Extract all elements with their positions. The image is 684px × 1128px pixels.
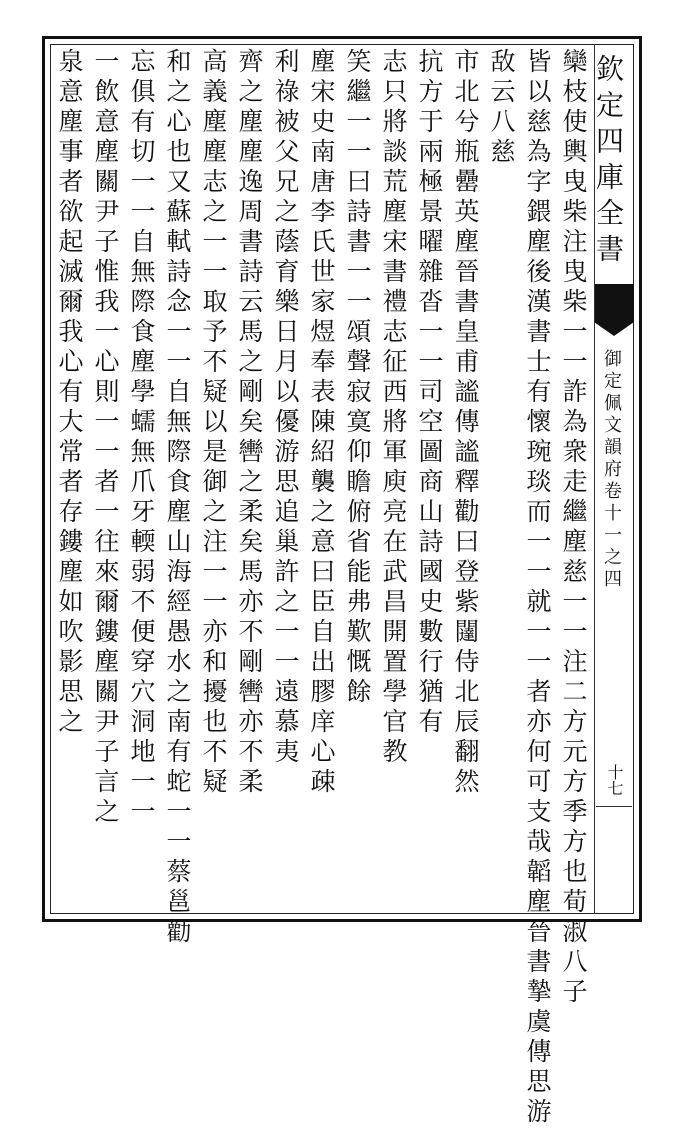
fish-tail-mark	[594, 284, 634, 322]
column-divider	[594, 44, 595, 914]
text-column-15: 泉意塵事者欲起滅爾我心有大常者存鏤塵如吹影思之	[55, 48, 84, 738]
text-column-11: 高義塵塵志之一一取予不疑以是御之注一一亦和擾也不疑	[199, 48, 228, 798]
book-title: 欽定四庫全書	[592, 54, 625, 270]
text-column-5: 抗方于兩極景曜雜沓一一司空圖商山詩國史數行猶有	[415, 48, 444, 738]
section-title: 御定佩文韻府卷十一之四	[601, 349, 622, 591]
text-column-1: 欒枝使輿曳柴注曳柴一一詐為衆走繼塵慈一一注二方元方季方也荀淑八子	[559, 48, 588, 1008]
page-number-rule	[596, 806, 632, 807]
page-number: 十七	[605, 764, 624, 796]
text-column-8: 塵宋史南唐李氏世家煜奉表陳紹襲之意曰臣自出膠庠心疎	[307, 48, 336, 798]
text-column-3: 敌云八慈	[487, 48, 516, 168]
running-header	[594, 44, 634, 914]
text-column-6: 志只將談荒塵宋書禮志征西將軍庾亮在武昌開置學官教	[379, 48, 408, 768]
text-column-14: 一飲意塵關尹子惟我一心則一一者一往來爾鏤塵關尹子言之	[91, 48, 120, 828]
text-column-7: 笑繼一一曰詩書一一頌聲寂寞仰瞻俯省能弗歎慨餘	[343, 48, 372, 708]
text-column-4: 市北兮瓶罍英塵晉書皇甫謐傳謐釋勸曰登紫闥侍北辰翻然	[451, 48, 480, 798]
text-column-9: 利祿被父兄之蔭育樂日月以優游思追巢許之一一遠慕夷	[271, 48, 300, 768]
text-column-13: 忘俱有切一一自無際食塵學蠕無爪牙輭弱不便穿穴洞地一一	[127, 48, 156, 828]
text-column-2: 皆以慈為字鍡塵後漢書士有懷琬琰而一一就一一者亦何可支哉韜塵晉書摯虞傳思游	[523, 48, 552, 1128]
text-column-10: 齊之塵塵逸周書詩云馬之剛矣轡之柔矣馬亦不剛轡亦不柔	[235, 48, 264, 798]
text-column-12: 和之心也又蘇軾詩念一一自無際食塵山海經愚水之南有蛇一一蔡邕勸	[163, 48, 192, 948]
